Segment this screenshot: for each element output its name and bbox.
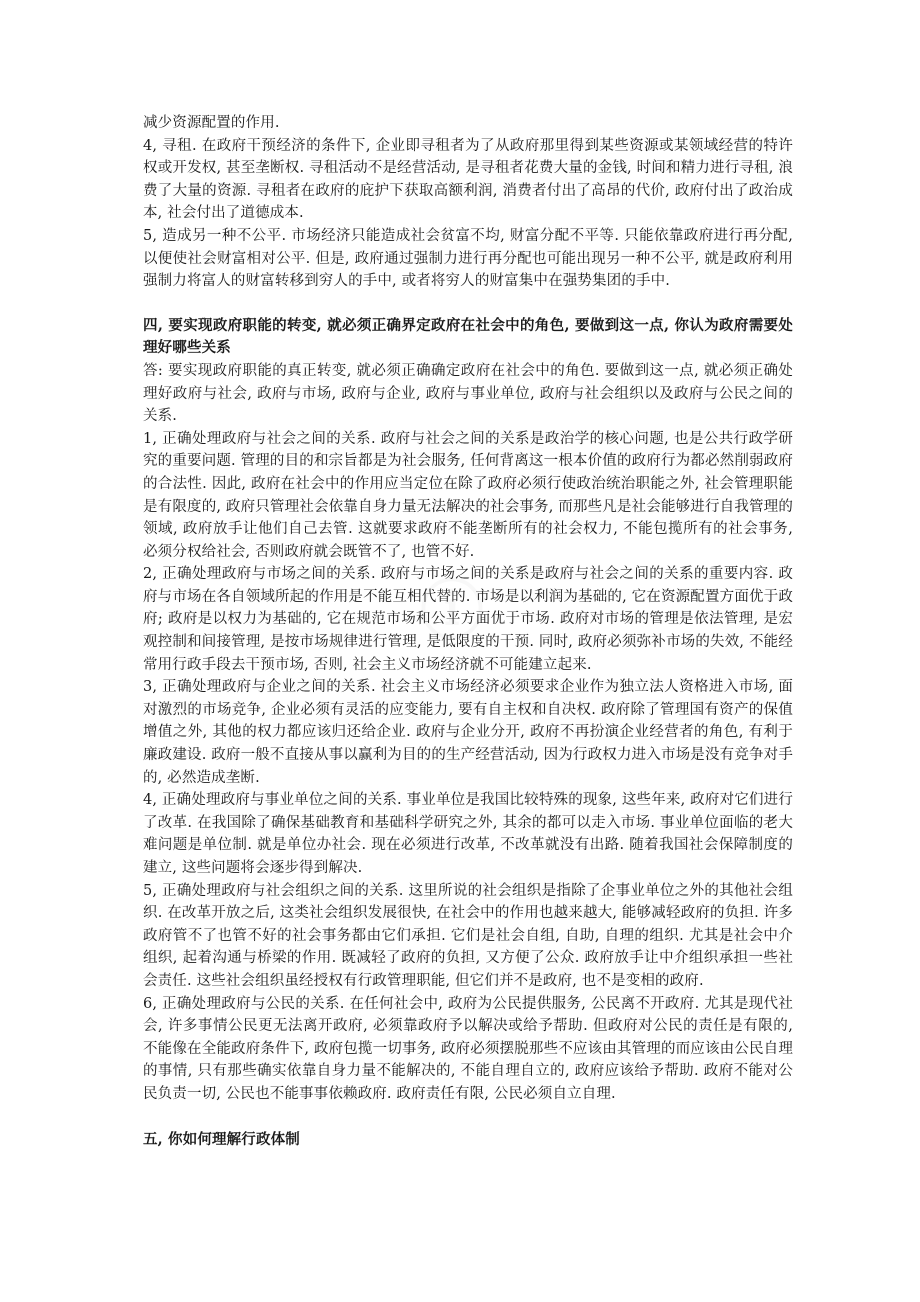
document-page xyxy=(143,112,793,1151)
paragraph-government-institution: 4, 正确处理政府与事业单位之间的关系. 事业单位是我国比较特殊的现象, 这些年来, 政府对它们进行了改革. 在我国除了确保基础教育和基础科学研究之外, 其余的都可以走入市场. 事业单位面临的老大难问题是单位制. 就是单位办社会. 现在必须进行改革, 不改革就没有出路. 随着我国社会保障制度的建立, 这些问题将会逐步得到解决. xyxy=(143,792,793,876)
paragraph-government-enterprise: 3, 正确处理政府与企业之间的关系. 社会主义市场经济必须要求企业作为独立法人资格进入市场, 面对激烈的市场竞争, 企业必须有灵活的应变能力, 要有自主权和自决权. 政府除了管理国有资产的保值增值之外, 其他的权力都应该归还给企业. 政府与企业分开, 政府不再扮演企业经营者的角色, 有利于廉政建设. 政府一般不直接从事以赢利为目的的生产经营活动, 因为行政权力进入市场是没有竞争对手的, 必然造成垄断. xyxy=(143,679,793,786)
watermark: ⓘ xyxy=(420,575,488,649)
paragraph-government-citizen: 6, 正确处理政府与公民的关系. 在任何社会中, 政府为公民提供服务, 公民离不开政府. 尤其是现代社会, 许多事情公民更无法离开政府, 必须靠政府予以解决或给予帮助. 但政府对公民的责任是有限的, 不能像在全能政府条件下, 政府包揽一切事务, 政府必须摆脱那些不应该由其管理的而应该由公民自理的事情, 只有那些确实依靠自身力量不能解决的, 不能自理自立的, 政府应该给予帮助. 政府不能对公民负责一切, 公民也不能事事依赖政府. 政府责任有限, 公民必须自立自理. xyxy=(143,995,793,1102)
paragraph-rent-seeking: 4, 寻租. 在政府干预经济的条件下, 企业即寻租者为了从政府那里得到某些资源或某领域经营的特许权或开发权, 甚至垄断权. 寻租活动不是经营活动, 是寻租者花费大量的金钱, 时间和精力进行寻租, 浪费了大量的资源. 寻租者在政府的庇护下获取高额利润, 消费者付出了高昂的代价, 政府付出了政治成本, 社会付出了道德成本. xyxy=(143,137,793,222)
paragraph-government-society: 1, 正确处理政府与社会之间的关系. 政府与社会之间的关系是政治学的核心问题, 也是公共行政学研究的重要问题. 管理的目的和宗旨都是为社会服务, 任何背离这一根本价值的政府行为都必然削弱政府的合法性. 因此, 政府在社会中的作用应当定位在除了政府必须行使政治统治职能之外, 社会管理职能是有限度的, 政府只管理社会依靠自身力量无法解决的社会事务, 而那些凡是社会能够进行自我管理的领域, 政府放手让他们自己去管. 这就要求政府不能垄断所有的社会权力, 不能包揽所有的社会事务, 必须分权给社会, 否则政府就会既管不了, 也管不好. xyxy=(143,430,793,560)
paragraph-inequality: 5, 造成另一种不公平. 市场经济只能造成社会贫富不均, 财富分配不平等. 只能依靠政府进行再分配, 以便使社会财富相对公平. 但是, 政府通过强制力进行再分配也可能出现另一种不公平, 就是政府利用强制力将富人的财富转移到穷人的手中, 或者将穷人的财富集中在强势集团的手中. xyxy=(143,227,793,290)
paragraph-government-organization: 5, 正确处理政府与社会组织之间的关系. 这里所说的社会组织是指除了企事业单位之外的其他社会组织. 在改革开放之后, 这类社会组织发展很快, 在社会中的作用也越来越大, 能够减轻政府的负担. 许多政府管不了也管不好的社会事务都由它们承担. 它们是社会自组, 自助, 自理的组织. 尤其是社会中介组织, 起着沟通与桥梁的作用. 既减轻了政府的负担, 又方便了公众. 政府放手让中介组织承担一些社会责任. 这些社会组织虽经授权有行政管理职能, 但它们并不是政府, 也不是变相的政府. xyxy=(143,882,793,989)
section-spacer xyxy=(143,1106,793,1129)
paragraph-continuation: 减少资源配置的作用. xyxy=(143,115,280,131)
paragraph-government-market: 2, 正确处理政府与市场之间的关系. 政府与市场之间的关系是政府与社会之间的关系的重要内容. 政府与市场在各自领域所起的作用是不能互相代替的. 市场是以利润为基础的, 它在资源配置方面优于政府; 政府是以权力为基础的, 它在规范市场和公平方面优于市场. 政府对市场的管理是依法管理, 是宏观控制和间接管理, 是按市场规律进行管理, 是低限度的干预. 同时, 政府必须弥补市场的失效, 不能经常用行政手段去干预市场, 否则, 社会主义市场经济就不可能建立起来. xyxy=(143,566,793,673)
section-heading-five: 五, 你如何理解行政体制 xyxy=(143,1130,300,1148)
section-heading-four: 四, 要实现政府职能的转变, 就必须正确界定政府在社会中的角色, 要做到这一点, 你认为政府需要处理好哪些关系 xyxy=(143,316,793,357)
section-spacer xyxy=(143,293,793,315)
paragraph-answer-intro: 答: 要实现政府职能的真正转变, 就必须正确确定政府在社会中的角色. 要做到这一点, 就必须正确处理好政府与社会, 政府与市场, 政府与企业, 政府与事业单位, 政府与社会组织以及政府与公民之间的关系. xyxy=(143,362,793,425)
